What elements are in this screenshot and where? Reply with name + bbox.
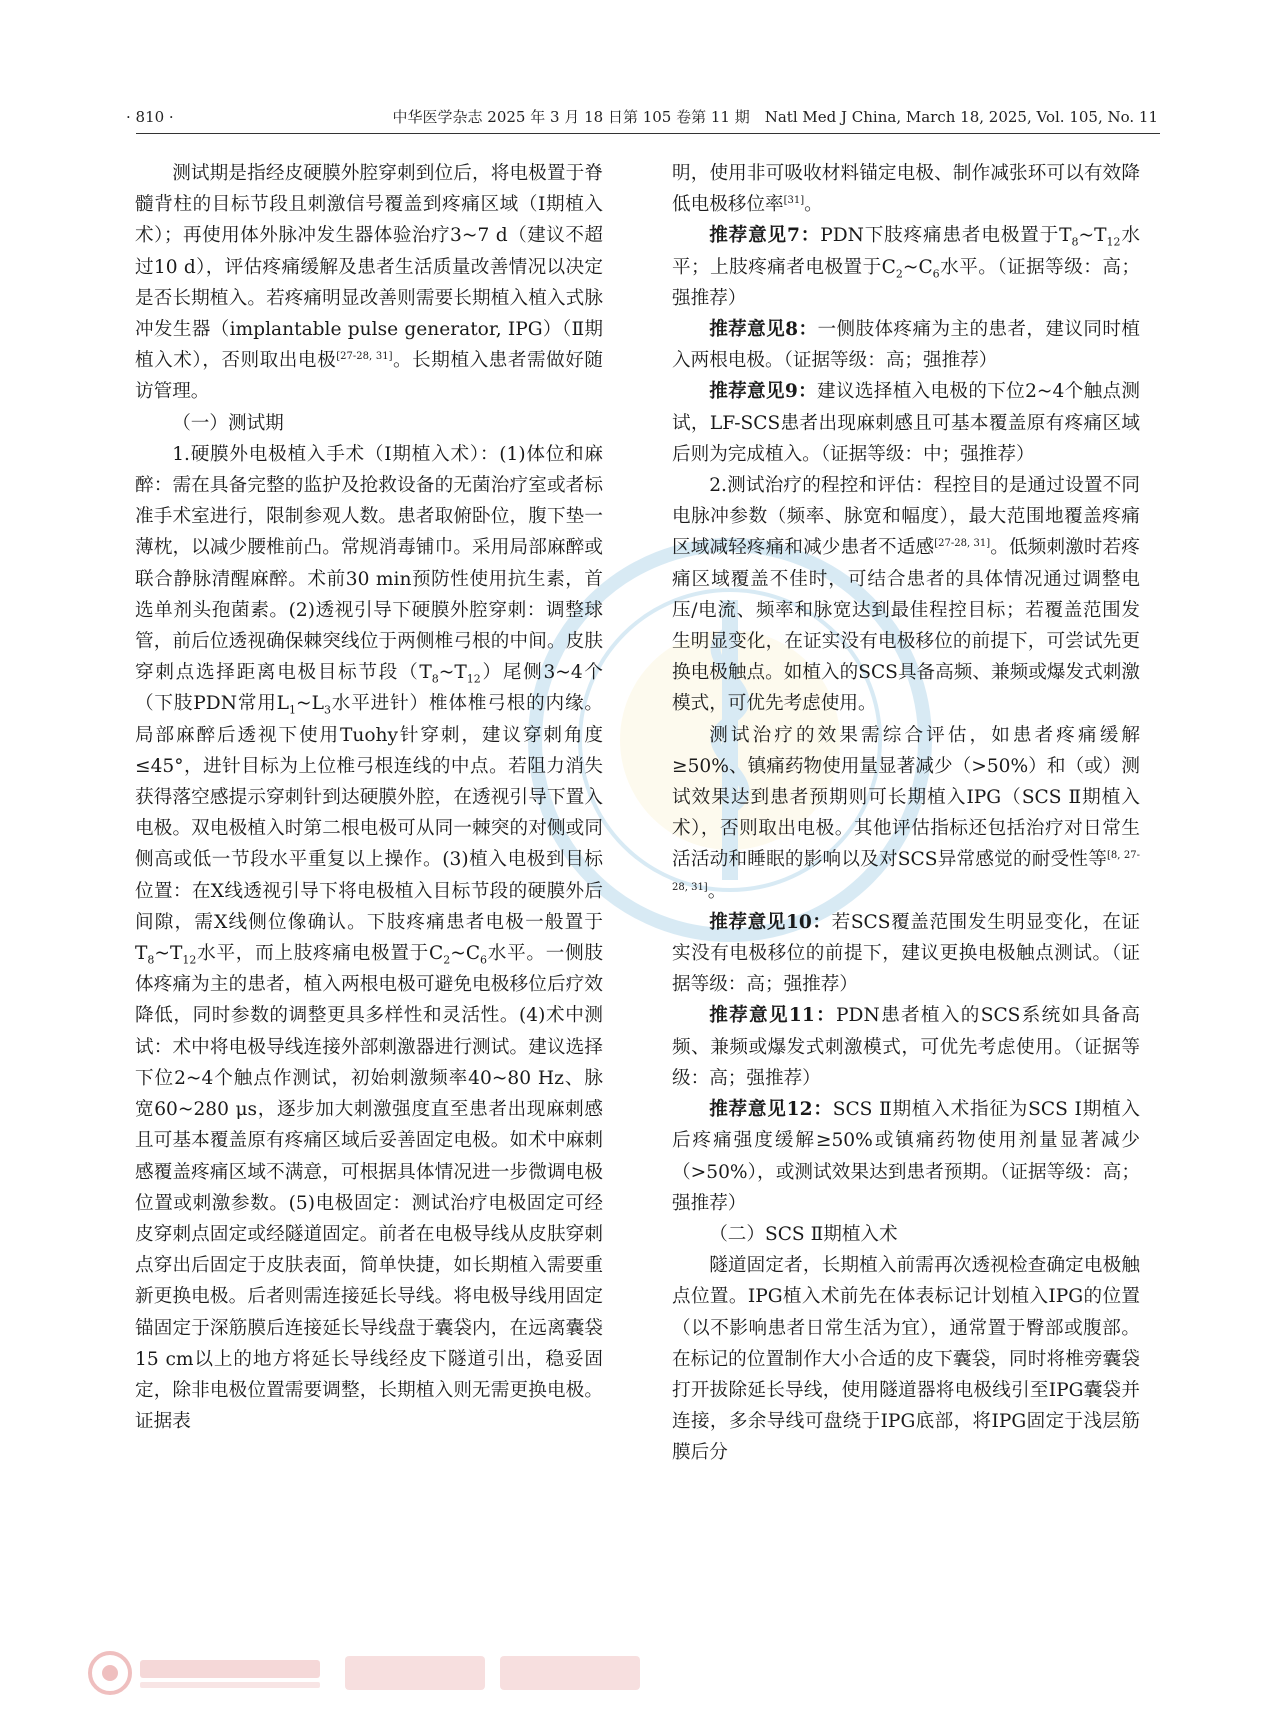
recommendation-8: 推荐意见8：一侧肢体疼痛为主的患者，建议同时植入两根电极。（证据等级：高；强推荐）: [672, 319, 1140, 372]
citation: [27-28, 31]: [934, 538, 991, 550]
page-number: · 810 ·: [126, 108, 174, 126]
citation: [8, 27-28, 31]: [672, 850, 1140, 893]
section-heading-trial-period: （一）测试期: [172, 412, 284, 434]
section-heading-stage2: （二）SCS Ⅱ期植入术: [709, 1223, 898, 1245]
header-rule: [136, 133, 1160, 134]
recommendation-12: 推荐意见12：SCS Ⅱ期植入术指征为SCS Ⅰ期植入后疼痛强度缓解≥50%或镇痛药物使用剂量显著减少（>50%），或测试效果达到患者预期。（证据等级：高；强推荐）: [672, 1099, 1140, 1214]
recommendation-10: 推荐意见10：若SCS覆盖范围发生明显变化，在证实没有电极移位的前提下，建议更换电极触点测试。（证据等级：高；强推荐）: [672, 911, 1140, 996]
recommendation-7: 推荐意见7：PDN下肢疼痛患者电极置于$T_8\sim T_{12}$水平；上肢疼痛者电极置于$C_2\sim C_6$水平。（证据等级：高；强推荐）: [672, 225, 1140, 309]
paragraph-evaluation: 测试治疗的效果需综合评估，如患者疼痛缓解≥50%、镇痛药物使用量显著减少（>50%）和（或）测试效果达到患者预期则可长期植入IPG（SCS Ⅱ期植入术），否则取出电极。其他评估指标还包括治疗对日常生活活动和睡眠的影响以及对SCS异常感觉的耐受性等[8, 27-28, 31]。: [672, 724, 1140, 902]
left-column: [135, 158, 603, 1638]
citation: [27-28, 31]: [336, 351, 393, 363]
paragraph-trial-period: 测试期是指经皮硬膜外腔穿刺到位后，将电极置于脊髓背柱的目标节段且刺激信号覆盖到疼痛区域（Ⅰ期植入术）；再使用体外脉冲发生器体验治疗3~7 d（建议不超过10 d），评估疼痛缓解及患者生活质量改善情况以决定是否长期植入。若疼痛明显改善则需要长期植入植入式脉冲发生器（implantable pulse generator, IPG）（Ⅱ期植入术），否则取出电极[27-28, 31]。长期植入患者需做好随访管理。: [135, 163, 603, 403]
right-column: [672, 158, 1140, 1638]
publisher-logo-watermark: [80, 1648, 680, 1698]
running-header: [118, 104, 1158, 130]
journal-citation-line: 中华医学杂志 2025 年 3 月 18 日第 105 卷第 11 期 Natl Med J China, March 18, 2025, Vol. 105, No. 11: [392, 108, 1158, 126]
paragraph-programming: 2.测试治疗的程控和评估：程控目的是通过设置不同电脉冲参数（频率、脉宽和幅度），最大范围地覆盖疼痛区域减轻疼痛和减少患者不适感[27-28, 31]。低频刺激时若疼痛区域覆盖不佳时，可结合患者的具体情况通过调整电压/电流、频率和脉宽达到最佳程控目标；若覆盖范围发生明显变化，在证实没有电极移位的前提下，可尝试先更换电极触点。如植入的SCS具备高频、兼频或爆发式刺激模式，可优先考虑使用。: [672, 475, 1140, 715]
recommendation-11: 推荐意见11：PDN患者植入的SCS系统如具备高频、兼频或爆发式刺激模式，可优先考虑使用。（证据等级：高；强推荐）: [672, 1005, 1140, 1089]
paragraph-ipg-implant: 隧道固定者，长期植入前需再次透视检查确定电极触点位置。IPG植入术前先在体表标记计划植入IPG的位置（以不影响患者日常生活为宜），通常置于臀部或腹部。在标记的位置制作大小合适的皮下囊袋，同时将椎旁囊袋打开拔除延长导线，使用隧道器将电极线引至IPG囊袋并连接，多余导线可盘绕于IPG底部，将IPG固定于浅层筋膜后分: [672, 1255, 1140, 1464]
recommendation-9: 推荐意见9：建议选择植入电极的下位2~4个触点测试，LF-SCS患者出现麻刺感且可基本覆盖原有疼痛区域后则为完成植入。（证据等级：中；强推荐）: [672, 381, 1140, 465]
citation: [31]: [783, 195, 805, 207]
paragraph-epidural-implant: 1.硬膜外电极植入手术（Ⅰ期植入术）：(1)体位和麻醉：需在具备完整的监护及抢救设备的无菌治疗室或者标准手术室进行，限制参观人数。患者取俯卧位，腹下垫一薄枕，以减少腰椎前凸。常规消毒铺巾。采用局部麻醉或联合静脉清醒麻醉。术前30 min预防性使用抗生素，首选单剂头孢菌素。(2)透视引导下硬膜外腔穿刺：调整球管，前后位透视确保棘突线位于两侧椎弓根的中间。皮肤穿刺点选择距离电极目标节段$(T_8\sim T_{12})$尾侧3~4个（下肢PDN常用$L_1\sim L_3$水平进针）椎体椎弓根的内缘。局部麻醉后透视下使用Tuohy针穿刺，建议穿刺角度≤45°，进针目标为上位椎弓根连线的中点。若阻力消失获得落空感提示穿刺针到达硬膜外腔，在透视引导下置入电极。双电极植入时第二根电极可从同一棘突的对侧或同侧高或低一节段水平重复以上操作。(3)植入电极到目标位置：在X线透视引导下将电极植入目标节段的硬膜外后间隙，需X线侧位像确认。下肢疼痛患者电极一般置于$T_8\sim T_{12}$水平，而上肢疼痛电极置于$C_2\sim C_6$水平。一侧肢体疼痛为主的患者，植入两根电极可避免电极移位后疗效降低，同时参数的调整更具多样性和灵活性。(4)术中测试：术中将电极导线连接外部刺激器进行测试。建议选择下位2~4个触点作测试，初始刺激频率40~80 Hz、脉宽60~280 μs，逐步加大刺激强度直至患者出现麻刺感且可基本覆盖原有疼痛区域后妥善固定电极。如术中麻刺感覆盖疼痛区域不满意，可根据具体情况进一步微调电极位置或刺激参数。(5)电极固定：测试治疗电极固定可经皮穿刺点固定或经隧道固定。前者在电极导线从皮肤穿刺点穿出后固定于皮肤表面，简单快捷，如长期植入需要重新更换电极。后者则需连接延长导线。将电极导线用固定锚固定于深筋膜后连接延长导线盘于囊袋内，在远离囊袋15 cm以上的地方将延长导线经皮下隧道引出，稳妥固定，除非电极位置需要调整，长期植入则无需更换电极。证据表: [135, 443, 603, 1433]
paragraph-continued: 明，使用非可吸收材料锚定电极、制作减张环可以有效降低电极移位率[31]。: [672, 163, 1140, 216]
